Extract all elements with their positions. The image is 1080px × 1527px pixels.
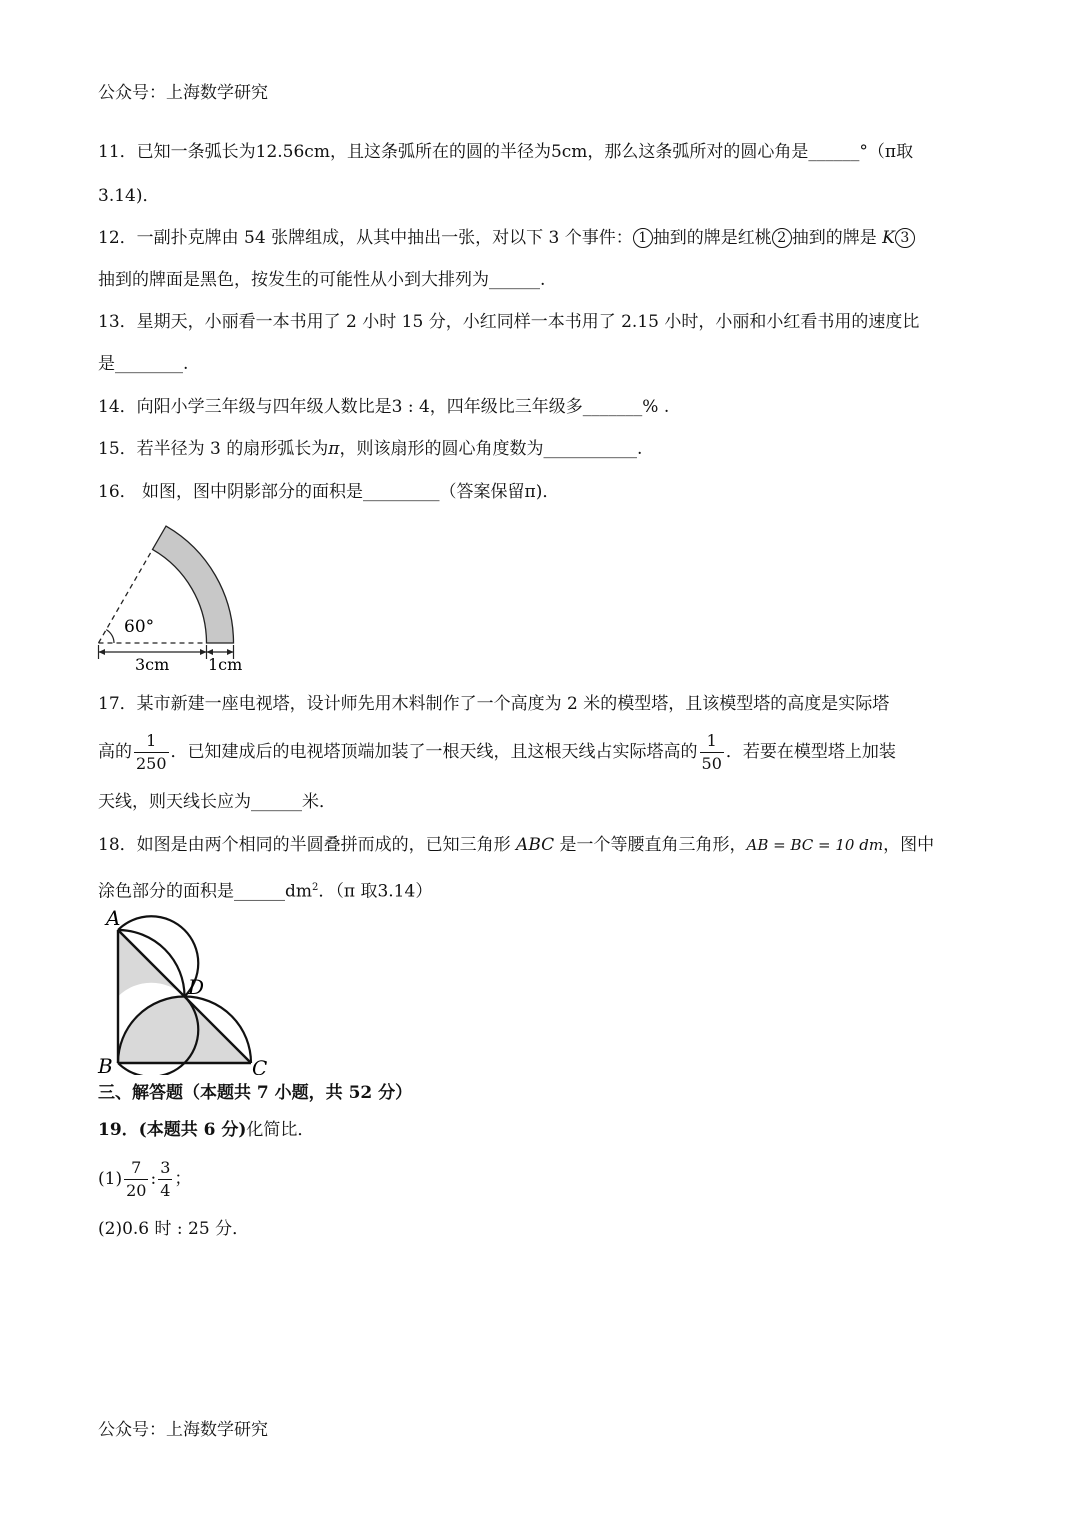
fraction-3-4 xyxy=(158,1160,172,1199)
q18-line2 xyxy=(98,876,432,904)
denominator: 50 xyxy=(701,754,722,773)
q15-pi: π xyxy=(328,439,340,459)
q12-event2: 抽到的牌是 xyxy=(791,228,883,248)
q13-line1: 13．星期天，小丽看一本书用了 2 小时 15 分，小红同样一本书用了 2.15 小时，小丽和小红看书用的速度比 xyxy=(98,312,920,332)
circled-2: 2 xyxy=(772,228,792,248)
q18-figure xyxy=(92,905,282,1075)
numerator: 7 xyxy=(124,1160,148,1180)
dim-label-3cm: 3cm xyxy=(135,655,170,672)
q18-unit-sup: 2 xyxy=(312,882,319,893)
q15-intro: 15．若半径为 3 的扇形弧长为 xyxy=(98,439,329,459)
q17-part-b: ．已知建成后的电视塔顶端加装了一根天线，且这根天线占实际塔高的 xyxy=(170,742,698,762)
q13-line2: 是________. xyxy=(98,354,189,374)
denominator: 250 xyxy=(136,754,167,773)
q11-line1: 11．已知一条弧长为12.56cm，且这条弧所在的圆的半径为5cm，那么这条弧所对的圆心角是______°（π取 xyxy=(98,142,914,162)
q12-line2: 抽到的牌面是黑色，按发生的可能性从小到大排列为______. xyxy=(98,270,546,290)
numerator: 1 xyxy=(134,733,169,753)
q17-line3: 天线，则天线长应为______米． xyxy=(98,792,336,812)
q18-mid: 是一个等腰直角三角形， xyxy=(554,835,747,855)
page-footer: 公众号：上海数学研究 xyxy=(98,1420,268,1440)
q15-line xyxy=(98,437,642,461)
denominator: 4 xyxy=(160,1181,171,1200)
q17-part-c: ．若要在模型塔上加装 xyxy=(725,742,896,762)
q12-event1: 抽到的牌是红桃 xyxy=(652,228,772,248)
fraction-1-50 xyxy=(700,733,724,772)
q17-part-a: 高的 xyxy=(98,742,132,762)
section-3-title: 三、解答题（本题共 7 小题，共 52 分） xyxy=(98,1083,413,1103)
ratio-colon: : xyxy=(150,1169,157,1189)
fraction-7-20 xyxy=(124,1160,148,1199)
q19-header xyxy=(98,1118,314,1142)
q18-abc: ABC xyxy=(516,835,555,855)
label-b: B xyxy=(98,1054,113,1075)
q19-part1 xyxy=(98,1157,191,1201)
circled-3: 3 xyxy=(895,228,915,248)
q17-line1: 17．某市新建一座电视塔，设计师先用木料制作了一个高度为 2 米的模型塔，且该模型塔的高度是实际塔 xyxy=(98,694,890,714)
numerator: 3 xyxy=(158,1160,172,1180)
q19-instruction: 化简比． xyxy=(246,1120,315,1140)
arrow-left xyxy=(99,649,106,655)
page-header: 公众号：上海数学研究 xyxy=(98,83,268,103)
q18-end: ，图中 xyxy=(883,835,935,855)
q19-bold: 19．(本题共 6 分) xyxy=(98,1120,247,1140)
q19-part2: (2)0.6 时 : 25 分． xyxy=(98,1219,250,1239)
label-a: A xyxy=(106,906,121,930)
q18-blank: 涂色部分的面积是______ xyxy=(98,881,285,902)
q18-equation: AB = BC = 10 dm xyxy=(746,836,884,854)
q11-line2: 3.14)． xyxy=(98,186,160,206)
q18-unit: dm xyxy=(285,881,313,902)
fraction-1-250 xyxy=(134,733,169,772)
q16-line: 16． 如图，图中阴影部分的面积是_________（答案保留π)． xyxy=(98,482,560,502)
shaded-ring-sector xyxy=(153,526,234,643)
q17-line2 xyxy=(98,732,896,772)
numerator: 1 xyxy=(700,733,724,753)
q15-rest: ，则该扇形的圆心角度数为___________. xyxy=(339,439,643,459)
q14-line: 14．向阳小学三年级与四年级人数比是3 : 4，四年级比三年级多_______% . xyxy=(98,397,670,417)
label-c: C xyxy=(252,1056,268,1075)
angle-arc xyxy=(106,630,114,643)
q12-k: K xyxy=(882,228,895,248)
dim-label-1cm: 1cm xyxy=(208,655,243,672)
q18-intro: 18．如图是由两个相同的半圆叠拼而成的，已知三角形 xyxy=(98,835,517,855)
q16-figure xyxy=(92,512,262,672)
q19-p1-label: (1) xyxy=(98,1169,123,1189)
arrow-mid-l xyxy=(200,649,207,655)
q12-line1 xyxy=(98,226,915,250)
q18-line1 xyxy=(98,833,934,857)
label-d: D xyxy=(188,975,205,999)
circled-1: 1 xyxy=(633,228,653,248)
angle-label: 60° xyxy=(124,617,155,637)
q18-pi-note: ．（π 取3.14） xyxy=(318,881,433,902)
denominator: 20 xyxy=(126,1181,147,1200)
q12-intro: 12．一副扑克牌由 54 张牌组成，从其中抽出一张，对以下 3 个事件： xyxy=(98,228,633,248)
q19-p1-end: ； xyxy=(174,1169,192,1189)
